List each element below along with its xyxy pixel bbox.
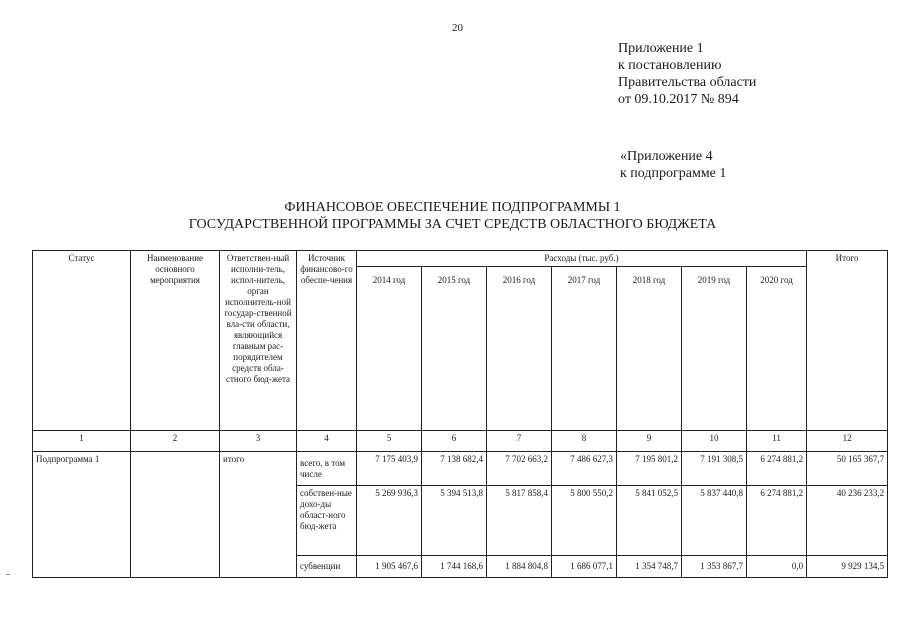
header-status: Статус	[33, 251, 131, 431]
column-number: 7	[487, 431, 552, 452]
row-value: 1 686 077,1	[552, 556, 617, 578]
row-value: 6 274 881,2	[747, 486, 807, 556]
column-number: 8	[552, 431, 617, 452]
appendix-line: к постановлению	[618, 58, 722, 73]
row-value: 5 800 550,2	[552, 486, 617, 556]
row-value: 5 394 513,8	[422, 486, 487, 556]
row-total: 50 165 367,7	[807, 452, 888, 486]
row-value: 7 138 682,4	[422, 452, 487, 486]
row-value: 5 837 440,8	[682, 486, 747, 556]
document-title	[0, 199, 905, 233]
header-year: 2014 год	[357, 267, 422, 431]
row-source: субвенции	[297, 556, 357, 578]
appendix-line: от 09.10.2017 № 894	[618, 92, 739, 107]
appendix-reference	[618, 40, 756, 108]
row-value: 5 269 936,3	[357, 486, 422, 556]
header-source: Источник финансово-го обеспе-чения	[297, 251, 357, 431]
column-number: 2	[131, 431, 220, 452]
column-number: 9	[617, 431, 682, 452]
row-value: 7 175 403,9	[357, 452, 422, 486]
page-number: 20	[452, 22, 463, 34]
row-value: 7 702 663,2	[487, 452, 552, 486]
row-value: 1 905 467,6	[357, 556, 422, 578]
row-name	[131, 452, 220, 578]
subprogram-appendix-reference	[620, 148, 726, 182]
header-year: 2016 год	[487, 267, 552, 431]
header-expenses: Расходы (тыс. руб.)	[357, 251, 807, 267]
appendix-line: к подпрограмме 1	[620, 166, 727, 181]
header-year: 2020 год	[747, 267, 807, 431]
title-line-2: ГОСУДАРСТВЕННОЙ ПРОГРАММЫ ЗА СЧЕТ СРЕДСТВ ОБЛАСТНОГО БЮДЖЕТА	[188, 217, 717, 232]
column-number: 1	[33, 431, 131, 452]
title-line-1: ФИНАНСОВОЕ ОБЕСПЕЧЕНИЕ ПОДПРОГРАММЫ 1	[284, 200, 621, 215]
header-year: 2017 год	[552, 267, 617, 431]
row-value: 7 195 801,2	[617, 452, 682, 486]
header-year: 2018 год	[617, 267, 682, 431]
financing-table	[32, 250, 888, 578]
header-total: Итого	[807, 251, 888, 431]
row-value: 1 884 804,8	[487, 556, 552, 578]
column-number: 6	[422, 431, 487, 452]
row-total: 40 236 233,2	[807, 486, 888, 556]
header-row-1	[33, 251, 888, 267]
row-value: 1 354 748,7	[617, 556, 682, 578]
appendix-line: Приложение 1	[618, 41, 704, 56]
row-value: 7 191 308,5	[682, 452, 747, 486]
column-number: 10	[682, 431, 747, 452]
header-year: 2019 год	[682, 267, 747, 431]
column-number: 4	[297, 431, 357, 452]
row-source: всего, в том числе	[297, 452, 357, 486]
row-value: 7 486 627,3	[552, 452, 617, 486]
row-value: 1 353 867,7	[682, 556, 747, 578]
row-value: 0,0	[747, 556, 807, 578]
table-row	[33, 452, 888, 486]
column-number: 3	[220, 431, 297, 452]
row-value: 5 817 858,4	[487, 486, 552, 556]
column-number: 11	[747, 431, 807, 452]
appendix-line: «Приложение 4	[620, 149, 713, 164]
row-responsible: итого	[220, 452, 297, 578]
row-status: Подпрограмма 1	[33, 452, 131, 578]
row-source: собствен-ные дохо-ды област-ного бюд-жета	[297, 486, 357, 556]
column-number: 5	[357, 431, 422, 452]
row-value: 1 744 168,6	[422, 556, 487, 578]
column-number: 12	[807, 431, 888, 452]
header-name: Наименование основного мероприятия	[131, 251, 220, 431]
scan-mark	[6, 574, 10, 575]
header-year: 2015 год	[422, 267, 487, 431]
column-number-row	[33, 431, 888, 452]
header-responsible: Ответствен-ный исполни-тель, испол-нитель, орган исполнитель-ной государ-ственной вла-сти области, являющийся главным рас-порядителем средств обла-стного бюд-жета	[220, 251, 297, 431]
row-value: 6 274 881,2	[747, 452, 807, 486]
row-value: 5 841 052,5	[617, 486, 682, 556]
appendix-line: Правительства области	[618, 75, 757, 90]
row-total: 9 929 134,5	[807, 556, 888, 578]
